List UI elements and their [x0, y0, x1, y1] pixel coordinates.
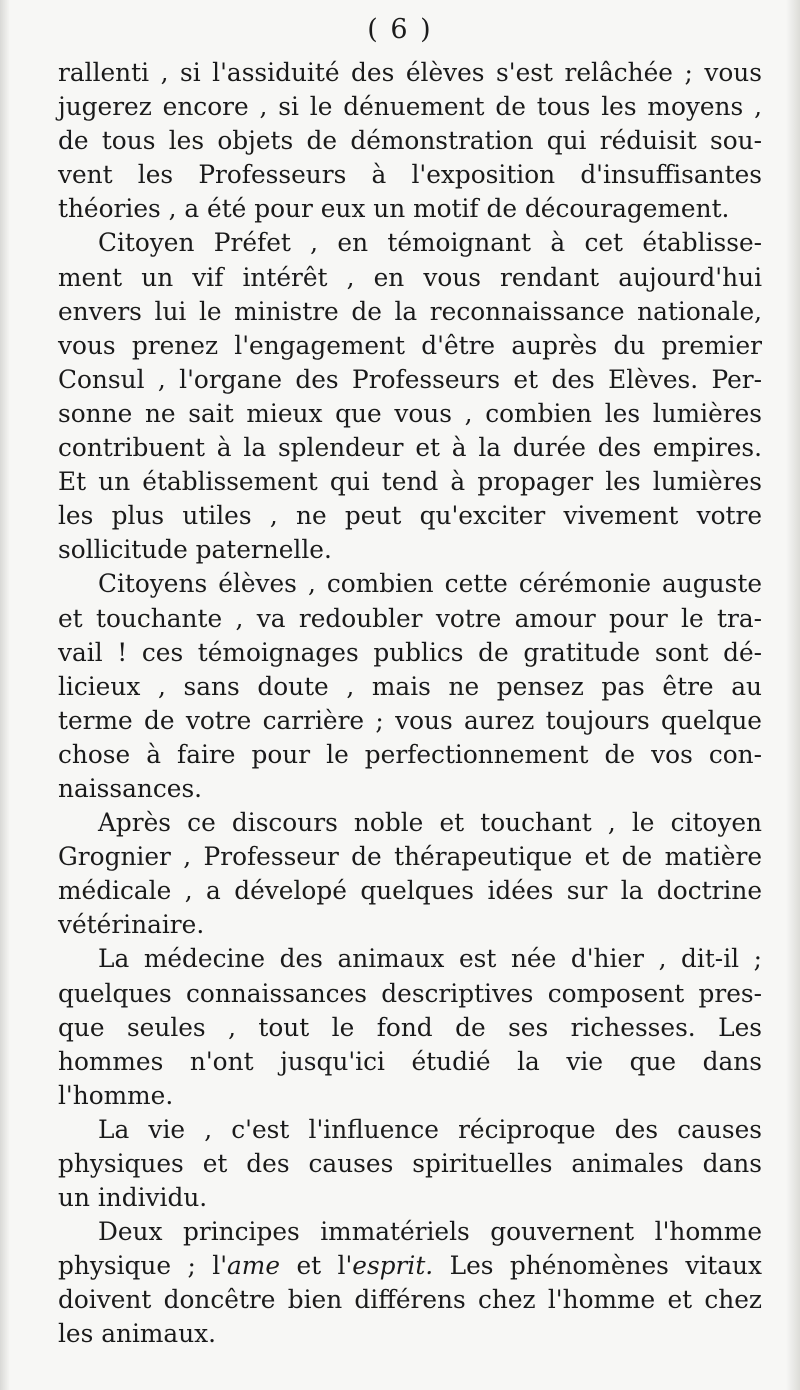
text-line: sollicitude paternelle. [58, 535, 332, 565]
italic-term: ame [227, 1251, 280, 1281]
text-run: et l' [280, 1251, 353, 1281]
text-line: de tous les objets de démonstration qui réduisit sou- [58, 126, 762, 156]
text-line: l'homme. [58, 1080, 174, 1110]
text-line: hommes n'ont jusqu'ici étudié la vie que dans [58, 1046, 762, 1076]
text-line: et touchante , va redoubler votre amour pour le tra- [58, 603, 762, 633]
text-line: vail ! ces témoignages publics de gratitude sont dé- [58, 637, 762, 667]
text-run: doivent doncêtre bien différens chez l'homme et chez [58, 1285, 762, 1315]
text-line: Et un établissement qui tend à propager les lumières [58, 467, 762, 497]
text-run: physique ; l' [58, 1251, 228, 1281]
text-line: vétérinaire. [58, 910, 205, 940]
paragraph-5 [58, 942, 762, 1112]
text-line: Grognier , Professeur de thérapeutique et de matière [58, 842, 762, 872]
text-line: rallenti , si l'assiduité des élèves s'est relâchée ; vous [58, 58, 762, 87]
paragraph-7 [58, 1215, 762, 1351]
text-line: que seules , tout le fond de ses richesses. Les [58, 1012, 762, 1042]
text-line: vous prenez l'engagement d'être auprès du premier [58, 330, 762, 360]
paragraph-2 [58, 226, 762, 567]
text-line: Consul , l'organe des Professeurs et des Elèves. Per- [58, 364, 762, 394]
text-line: chose à faire pour le perfectionnement de vos con- [58, 739, 762, 769]
text-line: un individu. [58, 1183, 208, 1213]
text-line: vent les Professeurs à l'exposition d'insuffisantes [58, 160, 762, 190]
text-run: Deux principes immatériels gouvernent l'homme [98, 1217, 762, 1247]
text-run: les animaux. [58, 1319, 217, 1349]
paragraph-6 [58, 1113, 762, 1215]
text-run: Les phénomènes vitaux [433, 1251, 762, 1281]
text-line: envers lui le ministre de la reconnaissance nationale, [58, 296, 762, 326]
text-line: les plus utiles , ne peut qu'exciter vivement votre [58, 501, 762, 531]
text-line: naissances. [58, 773, 203, 803]
text-line [58, 1283, 762, 1317]
text-line [58, 1249, 762, 1283]
text-line: médicale , a dévelopé quelques idées sur la doctrine [58, 876, 762, 906]
text-line [58, 1215, 762, 1249]
text-line: Citoyen Préfet , en témoignant à cet établisse- [98, 228, 762, 258]
paragraph-1 [58, 56, 762, 226]
text-line: jugerez encore , si le dénuement de tous les moyens , [58, 92, 762, 122]
text-line: ment un vif intérêt , en vous rendant aujourd'hui [58, 262, 762, 292]
italic-term: esprit. [352, 1251, 434, 1281]
body-text [58, 56, 762, 1352]
text-line: quelques connaissances descriptives composent pres- [58, 978, 762, 1008]
text-line: terme de votre carrière ; vous aurez toujours quelque [58, 705, 762, 735]
paragraph-4 [58, 806, 762, 942]
text-line: physiques et des causes spirituelles animales dans [58, 1149, 762, 1178]
text-line [58, 1317, 762, 1351]
text-line: Citoyens élèves , combien cette cérémonie auguste [98, 569, 762, 599]
text-line: licieux , sans doute , mais ne pensez pas être au [58, 671, 762, 701]
text-line: La vie , c'est l'influence réciproque des causes [98, 1114, 762, 1144]
text-line: La médecine des animaux est née d'hier , dit-il ; [98, 944, 762, 974]
text-line: contribuent à la splendeur et à la durée des empires. [58, 433, 762, 463]
text-line: théories , a été pour eux un motif de découragement. [58, 194, 730, 224]
text-line: sonne ne sait mieux que vous , combien les lumières [58, 398, 762, 428]
text-line: Après ce discours noble et touchant , le citoyen [98, 808, 762, 838]
paragraph-3 [58, 567, 762, 806]
page-number: ( 6 ) [367, 14, 433, 45]
